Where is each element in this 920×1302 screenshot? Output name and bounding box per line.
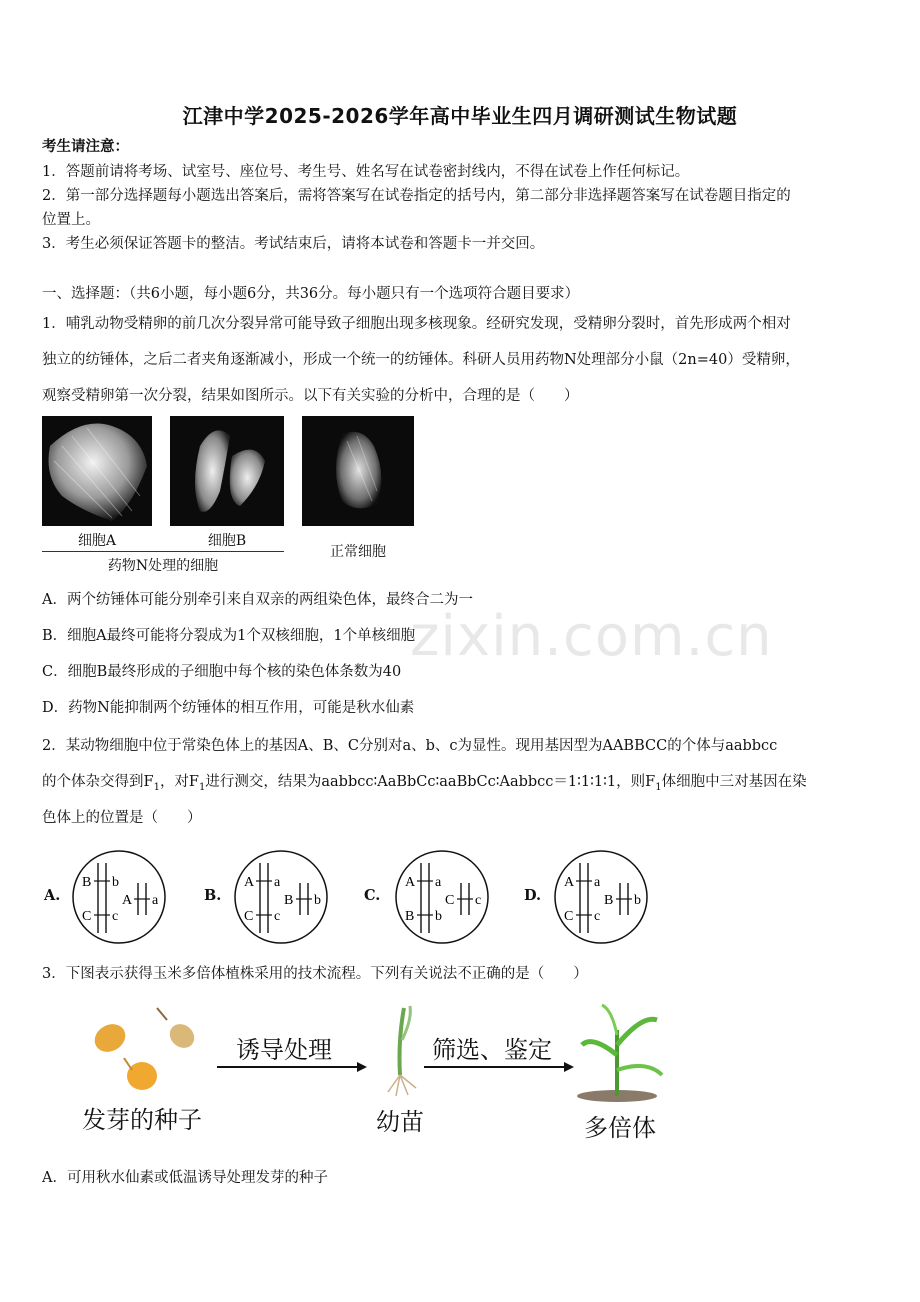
q2-sub-2: 1 xyxy=(199,781,206,793)
seedling-icon xyxy=(388,1006,416,1096)
q1-option-b: B．细胞A最终可能将分裂成为1个双核细胞，1个单核细胞 xyxy=(42,628,416,644)
q2-text-a: 的个体杂交得到F xyxy=(42,774,154,790)
q3-option-a: A．可用秋水仙素或低温诱导处理发芽的种子 xyxy=(42,1170,328,1186)
gene-label: b xyxy=(435,909,442,924)
q2-text-b: ，对F xyxy=(159,774,199,790)
cell-a-micrograph xyxy=(42,416,152,526)
q1-stem-line1: 1．哺乳动物受精卵的前几次分裂异常可能导致子细胞出现多核现象。经研究发现，受精卵分裂时，首先形成两个相对 xyxy=(42,316,791,332)
q1-stem-line2: 独立的纺锤体，之后二者夹角逐渐减小，形成一个统一的纺锤体。科研人员用药物N处理部分小鼠（2n=40）受精卵， xyxy=(42,352,800,368)
notice-item-1: 1．答题前请将考场、试室号、座位号、考生号、姓名写在试卷密封线内，不得在试卷上作任何标记。 xyxy=(42,164,690,180)
gene-label: b xyxy=(634,893,641,908)
q2-stem-line2 xyxy=(42,772,807,798)
notice-item-2: 2．第一部分选择题每小题选出答案后，需将答案写在试卷指定的括号内，第二部分非选择题答案写在试卷题目指定的 xyxy=(42,188,791,204)
gene-label: B xyxy=(82,875,92,890)
q2-text-c: 进行测交，结果为aabbcc∶AaBbCc∶aaBbCc∶Aabbcc＝1∶1∶1∶1，则F xyxy=(205,774,656,790)
notice-heading: 考生请注意： xyxy=(42,138,129,155)
q2-sub-3: 1 xyxy=(655,781,662,793)
group-label: 药物N处理的细胞 xyxy=(107,558,219,574)
flow-label-seed: 发芽的种子 xyxy=(82,1106,202,1134)
gene-label: c xyxy=(594,909,601,924)
watermark: zixin.com.cn xyxy=(410,604,773,669)
q2-option-letter: A. xyxy=(44,887,61,904)
gene-label: B xyxy=(405,909,415,924)
q3-stem: 3．下图表示获得玉米多倍体植株采用的技术流程。下列有关说法不正确的是（ ） xyxy=(42,966,588,982)
gene-label: B xyxy=(604,893,614,908)
section-heading: 一、选择题：（共6小题，每小题6分，共36分。每小题只有一个选项符合题目要求） xyxy=(42,286,580,302)
page-title: 江津中学2025-2026学年高中毕业生四月调研测试生物试题 xyxy=(182,104,738,128)
q2-stem-line1: 2．某动物细胞中位于常染色体上的基因A、B、C分别对a、b、c为显性。现用基因型为AABBCC的个体与aabbcc xyxy=(42,738,778,754)
gene-label: a xyxy=(274,875,281,890)
q2-option-letter: C. xyxy=(364,887,381,904)
q1-option-c: C．细胞B最终形成的子细胞中每个核的染色体条数为40 xyxy=(42,664,402,680)
gene-label: c xyxy=(475,893,482,908)
gene-label: a xyxy=(594,875,601,890)
gene-label: A xyxy=(405,875,416,890)
gene-label: a xyxy=(152,893,159,908)
q2-option-chromosome-diagram xyxy=(70,849,168,945)
flow-label-result: 多倍体 xyxy=(584,1114,656,1142)
gene-label: C xyxy=(82,909,92,924)
flow-label-step1: 诱导处理 xyxy=(236,1036,332,1064)
q2-sub-1: 1 xyxy=(153,781,160,793)
gene-label: A xyxy=(244,875,255,890)
gene-label: c xyxy=(112,909,119,924)
q2-option-chromosome-diagram xyxy=(393,849,491,945)
q2-option-letter: B. xyxy=(204,887,222,904)
gene-label: a xyxy=(435,875,442,890)
q2-text-d: 体细胞中三对基因在染 xyxy=(661,774,807,790)
q2-option-chromosome-diagram xyxy=(232,849,330,945)
gene-label: b xyxy=(314,893,321,908)
flow-label-seedling: 幼苗 xyxy=(376,1108,424,1136)
q1-option-a: A．两个纺锤体可能分别牵引来自双亲的两组染色体，最终合二为一 xyxy=(42,592,473,608)
q3-flow-figure xyxy=(82,1000,682,1150)
plant-icon xyxy=(577,1005,662,1102)
normal-cell-label: 正常细胞 xyxy=(330,544,386,560)
gene-label: b xyxy=(112,875,119,890)
gene-label: C xyxy=(445,893,455,908)
gene-label: A xyxy=(564,875,575,890)
cell-b-label: 细胞B xyxy=(207,533,247,549)
cell-b-micrograph xyxy=(170,416,284,526)
q2-option-letter: D. xyxy=(524,887,542,904)
gene-label: A xyxy=(122,893,133,908)
flow-label-step2: 筛选、鉴定 xyxy=(432,1036,552,1064)
normal-cell-micrograph xyxy=(302,416,414,526)
q1-stem-line3: 观察受精卵第一次分裂，结果如图所示。以下有关实验的分析中，合理的是（ ） xyxy=(42,388,579,404)
q2-option-chromosome-diagram xyxy=(552,849,650,945)
gene-label: B xyxy=(284,893,294,908)
group-divider xyxy=(42,551,284,552)
notice-item-3: 3．考生必须保证答题卡的整洁。考试结束后，请将本试卷和答题卡一并交回。 xyxy=(42,236,545,252)
gene-label: C xyxy=(564,909,574,924)
notice-item-2-cont: 位置上。 xyxy=(42,212,100,228)
q1-option-d: D．药物N能抑制两个纺锤体的相互作用，可能是秋水仙素 xyxy=(42,700,415,716)
gene-label: C xyxy=(244,909,254,924)
q2-stem-line3: 色体上的位置是（ ） xyxy=(42,810,202,826)
gene-label: c xyxy=(274,909,281,924)
seed-icon xyxy=(90,1008,199,1090)
cell-a-label: 细胞A xyxy=(77,533,117,549)
